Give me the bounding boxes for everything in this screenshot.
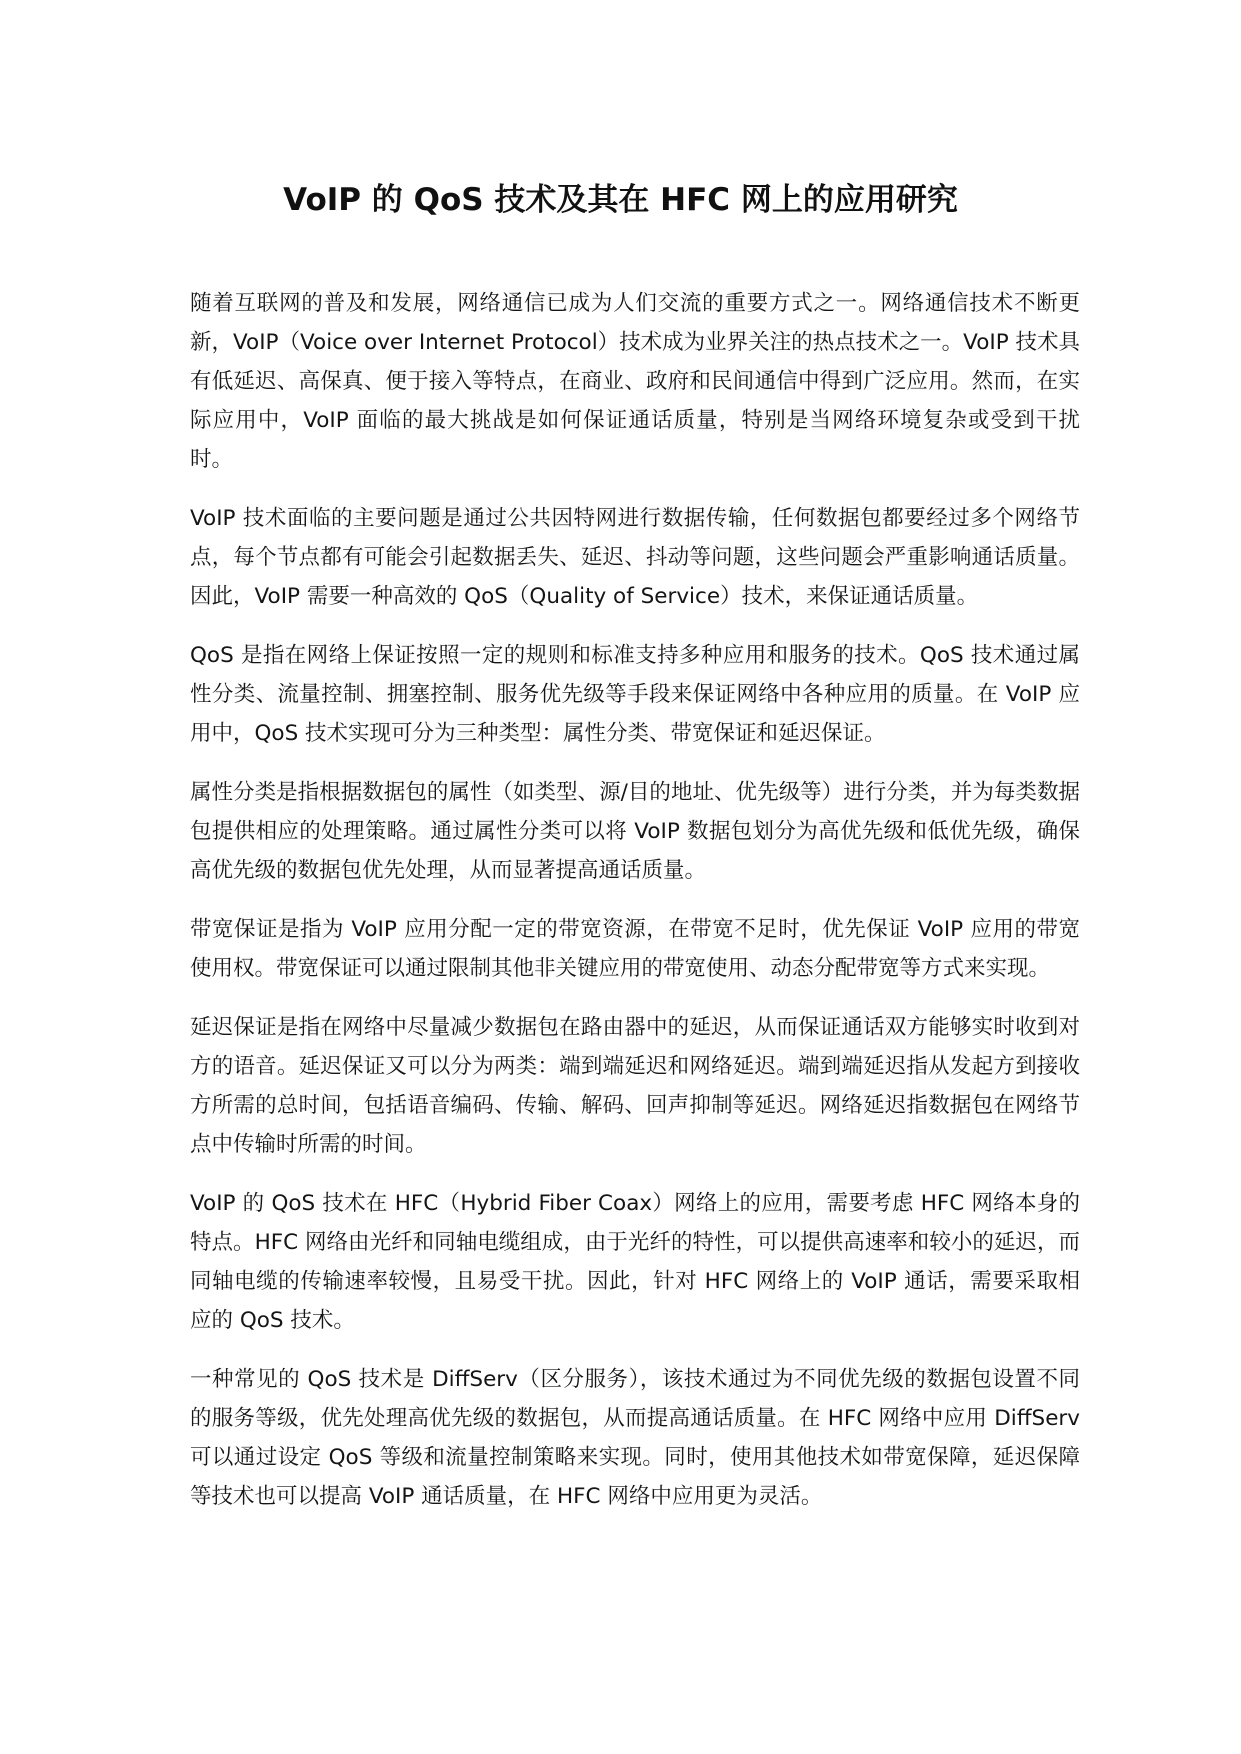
paragraph-problem: VoIP 技术面临的主要问题是通过公共因特网进行数据传输，任何数据包都要经过多个网络节点，每个节点都有可能会引起数据丢失、延迟、抖动等问题，这些问题会严重影响通话质量。因此，VoIP 需要一种高效的 QoS（Quality of Service）技术，来保证通话质量。: [190, 506, 1080, 609]
document-body: [190, 284, 1080, 1536]
paragraph-bandwidth-guarantee: 带宽保证是指为 VoIP 应用分配一定的带宽资源，在带宽不足时，优先保证 VoIP 应用的带宽使用权。带宽保证可以通过限制其他非关键应用的带宽使用、动态分配带宽等方式来实现。: [190, 917, 1080, 981]
paragraph-delay-guarantee: 延迟保证是指在网络中尽量减少数据包在路由器中的延迟，从而保证通话双方能够实时收到对方的语音。延迟保证又可以分为两类：端到端延迟和网络延迟。端到端延迟指从发起方到接收方所需的总时间，包括语音编码、传输、解码、回声抑制等延迟。网络延迟指数据包在网络节点中传输时所需的时间。: [190, 1015, 1080, 1157]
paragraph-attribute-classification: 属性分类是指根据数据包的属性（如类型、源/目的地址、优先级等）进行分类，并为每类数据包提供相应的处理策略。通过属性分类可以将 VoIP 数据包划分为高优先级和低优先级，确保高优先级的数据包优先处理，从而显著提高通话质量。: [190, 780, 1080, 883]
paragraph-intro: 随着互联网的普及和发展，网络通信已成为人们交流的重要方式之一。网络通信技术不断更新，VoIP（Voice over Internet Protocol）技术成为业界关注的热点技术之一。VoIP 技术具有低延迟、高保真、便于接入等特点，在商业、政府和民间通信中得到广泛应用。然而，在实际应用中，VoIP 面临的最大挑战是如何保证通话质量，特别是当网络环境复杂或受到干扰时。: [190, 291, 1081, 472]
document-title: VoIP 的 QoS 技术及其在 HFC 网上的应用研究: [283, 182, 958, 218]
paragraph-hfc-application: VoIP 的 QoS 技术在 HFC（Hybrid Fiber Coax）网络上的应用，需要考虑 HFC 网络本身的特点。HFC 网络由光纤和同轴电缆组成，由于光纤的特性，可以提供高速率和较小的延迟，而同轴电缆的传输速率较慢，且易受干扰。因此，针对 HFC 网络上的 VoIP 通话，需要采取相应的 QoS 技术。: [190, 1191, 1080, 1333]
paragraph-diffserv: 一种常见的 QoS 技术是 DiffServ（区分服务），该技术通过为不同优先级的数据包设置不同的服务等级，优先处理高优先级的数据包，从而提高通话质量。在 HFC 网络中应用 DiffServ 可以通过设定 QoS 等级和流量控制策略来实现。同时，使用其他技术如带宽保障，延迟保障等技术也可以提高 VoIP 通话质量，在 HFC 网络中应用更为灵活。: [190, 1367, 1080, 1509]
paragraph-qos-definition: QoS 是指在网络上保证按照一定的规则和标准支持多种应用和服务的技术。QoS 技术通过属性分类、流量控制、拥塞控制、服务优先级等手段来保证网络中各种应用的质量。在 VoIP 应用中，QoS 技术实现可分为三种类型：属性分类、带宽保证和延迟保证。: [190, 643, 1080, 746]
